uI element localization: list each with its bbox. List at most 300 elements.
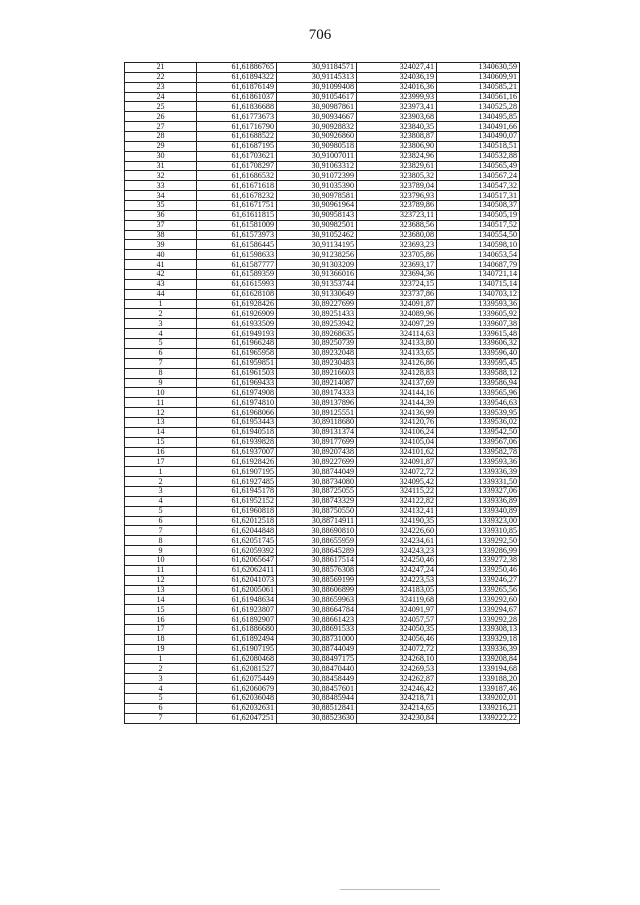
longitude-cell: 30,89207438 xyxy=(277,447,357,457)
x-coordinate-cell: 323789,04 xyxy=(357,181,437,191)
table-row xyxy=(125,161,520,171)
latitude-cell: 61,62065647 xyxy=(197,555,277,565)
latitude-cell: 61,61953443 xyxy=(197,417,277,427)
longitude-cell: 30,90982501 xyxy=(277,220,357,230)
latitude-cell: 61,61907195 xyxy=(197,644,277,654)
table-row xyxy=(125,201,520,211)
x-coordinate-cell: 324144,39 xyxy=(357,398,437,408)
table-row xyxy=(125,220,520,230)
point-number-cell: 16 xyxy=(125,615,197,625)
point-number-cell: 13 xyxy=(125,417,197,427)
point-number-cell: 15 xyxy=(125,437,197,447)
table-row xyxy=(125,141,520,151)
y-coordinate-cell: 1340547,32 xyxy=(437,181,520,191)
latitude-cell: 61,61678232 xyxy=(197,191,277,201)
table-row xyxy=(125,270,520,280)
table-row xyxy=(125,171,520,181)
point-number-cell: 17 xyxy=(125,457,197,467)
longitude-cell: 30,88617514 xyxy=(277,555,357,565)
longitude-cell: 30,88725055 xyxy=(277,486,357,496)
latitude-cell: 61,61965958 xyxy=(197,348,277,358)
longitude-cell: 30,90978581 xyxy=(277,191,357,201)
point-number-cell: 4 xyxy=(125,496,197,506)
y-coordinate-cell: 1339329,18 xyxy=(437,634,520,644)
point-number-cell: 5 xyxy=(125,339,197,349)
x-coordinate-cell: 323824,96 xyxy=(357,151,437,161)
latitude-cell: 61,62059392 xyxy=(197,546,277,556)
y-coordinate-cell: 1340630,59 xyxy=(437,63,520,73)
table-row xyxy=(125,151,520,161)
table-row xyxy=(125,319,520,329)
longitude-cell: 30,88497175 xyxy=(277,654,357,664)
y-coordinate-cell: 1339250,46 xyxy=(437,565,520,575)
x-coordinate-cell: 324072,72 xyxy=(357,467,437,477)
point-number-cell: 3 xyxy=(125,486,197,496)
point-number-cell: 18 xyxy=(125,634,197,644)
y-coordinate-cell: 1339536,02 xyxy=(437,417,520,427)
x-coordinate-cell: 324036,19 xyxy=(357,72,437,82)
x-coordinate-cell: 324133,80 xyxy=(357,339,437,349)
table-row xyxy=(125,585,520,595)
longitude-cell: 30,91353744 xyxy=(277,279,357,289)
longitude-cell: 30,91063312 xyxy=(277,161,357,171)
latitude-cell: 61,61894322 xyxy=(197,72,277,82)
longitude-cell: 30,88734080 xyxy=(277,477,357,487)
x-coordinate-cell: 323806,90 xyxy=(357,141,437,151)
y-coordinate-cell: 1340715,14 xyxy=(437,279,520,289)
longitude-cell: 30,89216603 xyxy=(277,368,357,378)
x-coordinate-cell: 324269,53 xyxy=(357,664,437,674)
y-coordinate-cell: 1339605,92 xyxy=(437,309,520,319)
longitude-cell: 30,91238256 xyxy=(277,250,357,260)
y-coordinate-cell: 1339586,94 xyxy=(437,378,520,388)
point-number-cell: 8 xyxy=(125,368,197,378)
table-row xyxy=(125,575,520,585)
latitude-cell: 61,62012518 xyxy=(197,516,277,526)
x-coordinate-cell: 324230,84 xyxy=(357,713,437,723)
y-coordinate-cell: 1339336,39 xyxy=(437,467,520,477)
y-coordinate-cell: 1340518,51 xyxy=(437,141,520,151)
x-coordinate-cell: 324246,42 xyxy=(357,684,437,694)
point-number-cell: 30 xyxy=(125,151,197,161)
latitude-cell: 61,61933509 xyxy=(197,319,277,329)
latitude-cell: 61,61876149 xyxy=(197,82,277,92)
latitude-cell: 61,62041073 xyxy=(197,575,277,585)
x-coordinate-cell: 324247,24 xyxy=(357,565,437,575)
y-coordinate-cell: 1339542,50 xyxy=(437,427,520,437)
x-coordinate-cell: 323796,93 xyxy=(357,191,437,201)
latitude-cell: 61,62080468 xyxy=(197,654,277,664)
longitude-cell: 30,91330649 xyxy=(277,289,357,299)
point-number-cell: 1 xyxy=(125,654,197,664)
point-number-cell: 16 xyxy=(125,447,197,457)
y-coordinate-cell: 1339327,06 xyxy=(437,486,520,496)
x-coordinate-cell: 324136,99 xyxy=(357,408,437,418)
table-row xyxy=(125,565,520,575)
longitude-cell: 30,89227699 xyxy=(277,299,357,309)
x-coordinate-cell: 324234,61 xyxy=(357,536,437,546)
x-coordinate-cell: 323705,86 xyxy=(357,250,437,260)
longitude-cell: 30,89131374 xyxy=(277,427,357,437)
longitude-cell: 30,89268635 xyxy=(277,329,357,339)
table-row xyxy=(125,279,520,289)
latitude-cell: 61,61969433 xyxy=(197,378,277,388)
longitude-cell: 30,88744049 xyxy=(277,644,357,654)
table-row xyxy=(125,210,520,220)
latitude-cell: 61,61586445 xyxy=(197,240,277,250)
x-coordinate-cell: 324262,87 xyxy=(357,674,437,684)
point-number-cell: 40 xyxy=(125,250,197,260)
latitude-cell: 61,61861037 xyxy=(197,92,277,102)
longitude-cell: 30,89125551 xyxy=(277,408,357,418)
y-coordinate-cell: 1339272,38 xyxy=(437,555,520,565)
point-number-cell: 12 xyxy=(125,408,197,418)
longitude-cell: 30,91145313 xyxy=(277,72,357,82)
table-row xyxy=(125,339,520,349)
point-number-cell: 36 xyxy=(125,210,197,220)
latitude-cell: 61,61886680 xyxy=(197,624,277,634)
point-number-cell: 6 xyxy=(125,516,197,526)
y-coordinate-cell: 1339265,56 xyxy=(437,585,520,595)
y-coordinate-cell: 1339188,20 xyxy=(437,674,520,684)
point-number-cell: 10 xyxy=(125,555,197,565)
longitude-cell: 30,89250739 xyxy=(277,339,357,349)
table-row xyxy=(125,388,520,398)
longitude-cell: 30,88664784 xyxy=(277,605,357,615)
latitude-cell: 61,61573973 xyxy=(197,230,277,240)
table-row xyxy=(125,417,520,427)
x-coordinate-cell: 324120,76 xyxy=(357,417,437,427)
point-number-cell: 8 xyxy=(125,536,197,546)
point-number-cell: 7 xyxy=(125,713,197,723)
longitude-cell: 30,89227699 xyxy=(277,457,357,467)
x-coordinate-cell: 324056,46 xyxy=(357,634,437,644)
x-coordinate-cell: 324183,05 xyxy=(357,585,437,595)
x-coordinate-cell: 323999,93 xyxy=(357,92,437,102)
table-row xyxy=(125,398,520,408)
table-row xyxy=(125,644,520,654)
x-coordinate-cell: 323805,32 xyxy=(357,171,437,181)
table-row xyxy=(125,457,520,467)
longitude-cell: 30,90958143 xyxy=(277,210,357,220)
latitude-cell: 61,61773673 xyxy=(197,112,277,122)
latitude-cell: 61,61927485 xyxy=(197,477,277,487)
point-number-cell: 5 xyxy=(125,506,197,516)
table-row xyxy=(125,427,520,437)
table-row xyxy=(125,546,520,556)
point-number-cell: 34 xyxy=(125,191,197,201)
longitude-cell: 30,88645289 xyxy=(277,546,357,556)
y-coordinate-cell: 1339308,13 xyxy=(437,624,520,634)
x-coordinate-cell: 323693,17 xyxy=(357,260,437,270)
longitude-cell: 30,88655959 xyxy=(277,536,357,546)
y-coordinate-cell: 1340532,88 xyxy=(437,151,520,161)
y-coordinate-cell: 1340567,24 xyxy=(437,171,520,181)
latitude-cell: 61,61928426 xyxy=(197,457,277,467)
point-number-cell: 43 xyxy=(125,279,197,289)
x-coordinate-cell: 324050,35 xyxy=(357,624,437,634)
y-coordinate-cell: 1340653,54 xyxy=(437,250,520,260)
point-number-cell: 2 xyxy=(125,664,197,674)
table-row xyxy=(125,92,520,102)
latitude-cell: 61,62051745 xyxy=(197,536,277,546)
point-number-cell: 44 xyxy=(125,289,197,299)
longitude-cell: 30,88485944 xyxy=(277,694,357,704)
latitude-cell: 61,62081527 xyxy=(197,664,277,674)
longitude-cell: 30,89251433 xyxy=(277,309,357,319)
longitude-cell: 30,89230483 xyxy=(277,358,357,368)
longitude-cell: 30,91035390 xyxy=(277,181,357,191)
y-coordinate-cell: 1340554,50 xyxy=(437,230,520,240)
table-row xyxy=(125,102,520,112)
point-number-cell: 42 xyxy=(125,270,197,280)
y-coordinate-cell: 1339292,28 xyxy=(437,615,520,625)
point-number-cell: 28 xyxy=(125,132,197,142)
latitude-cell: 61,61687195 xyxy=(197,141,277,151)
point-number-cell: 38 xyxy=(125,230,197,240)
y-coordinate-cell: 1339310,85 xyxy=(437,526,520,536)
y-coordinate-cell: 1340609,91 xyxy=(437,72,520,82)
table-row xyxy=(125,694,520,704)
longitude-cell: 30,91072399 xyxy=(277,171,357,181)
table-row xyxy=(125,299,520,309)
table-row xyxy=(125,664,520,674)
point-number-cell: 27 xyxy=(125,122,197,132)
table-row xyxy=(125,329,520,339)
point-number-cell: 2 xyxy=(125,309,197,319)
point-number-cell: 14 xyxy=(125,427,197,437)
y-coordinate-cell: 1339216,21 xyxy=(437,703,520,713)
longitude-cell: 30,88606899 xyxy=(277,585,357,595)
y-coordinate-cell: 1339336,39 xyxy=(437,644,520,654)
point-number-cell: 11 xyxy=(125,398,197,408)
longitude-cell: 30,91099408 xyxy=(277,82,357,92)
table-row xyxy=(125,408,520,418)
x-coordinate-cell: 324268,10 xyxy=(357,654,437,664)
point-number-cell: 31 xyxy=(125,161,197,171)
x-coordinate-cell: 324091,87 xyxy=(357,457,437,467)
x-coordinate-cell: 324190,35 xyxy=(357,516,437,526)
y-coordinate-cell: 1339546,63 xyxy=(437,398,520,408)
latitude-cell: 61,61686532 xyxy=(197,171,277,181)
y-coordinate-cell: 1339539,95 xyxy=(437,408,520,418)
x-coordinate-cell: 324091,97 xyxy=(357,605,437,615)
y-coordinate-cell: 1340585,21 xyxy=(437,82,520,92)
x-coordinate-cell: 323680,08 xyxy=(357,230,437,240)
x-coordinate-cell: 324114,63 xyxy=(357,329,437,339)
y-coordinate-cell: 1340490,07 xyxy=(437,132,520,142)
table-row xyxy=(125,526,520,536)
y-coordinate-cell: 1339208,84 xyxy=(437,654,520,664)
x-coordinate-cell: 323808,87 xyxy=(357,132,437,142)
x-coordinate-cell: 324243,23 xyxy=(357,546,437,556)
point-number-cell: 17 xyxy=(125,624,197,634)
point-number-cell: 9 xyxy=(125,378,197,388)
longitude-cell: 30,89177699 xyxy=(277,437,357,447)
point-number-cell: 15 xyxy=(125,605,197,615)
point-number-cell: 29 xyxy=(125,141,197,151)
longitude-cell: 30,88569199 xyxy=(277,575,357,585)
latitude-cell: 61,62062411 xyxy=(197,565,277,575)
longitude-cell: 30,88744049 xyxy=(277,467,357,477)
point-number-cell: 19 xyxy=(125,644,197,654)
y-coordinate-cell: 1339607,38 xyxy=(437,319,520,329)
y-coordinate-cell: 1340517,31 xyxy=(437,191,520,201)
point-number-cell: 21 xyxy=(125,63,197,73)
latitude-cell: 61,61926909 xyxy=(197,309,277,319)
table-row xyxy=(125,348,520,358)
point-number-cell: 25 xyxy=(125,102,197,112)
y-coordinate-cell: 1339246,27 xyxy=(437,575,520,585)
point-number-cell: 10 xyxy=(125,388,197,398)
longitude-cell: 30,88731000 xyxy=(277,634,357,644)
y-coordinate-cell: 1339222,22 xyxy=(437,713,520,723)
latitude-cell: 61,61974810 xyxy=(197,398,277,408)
table-row xyxy=(125,309,520,319)
point-number-cell: 6 xyxy=(125,703,197,713)
y-coordinate-cell: 1340491,66 xyxy=(437,122,520,132)
y-coordinate-cell: 1340505,19 xyxy=(437,210,520,220)
y-coordinate-cell: 1339194,68 xyxy=(437,664,520,674)
table-row xyxy=(125,181,520,191)
table-row xyxy=(125,467,520,477)
x-coordinate-cell: 323737,86 xyxy=(357,289,437,299)
x-coordinate-cell: 323903,68 xyxy=(357,112,437,122)
longitude-cell: 30,91184571 xyxy=(277,63,357,73)
point-number-cell: 7 xyxy=(125,526,197,536)
longitude-cell: 30,89174333 xyxy=(277,388,357,398)
y-coordinate-cell: 1340525,28 xyxy=(437,102,520,112)
latitude-cell: 61,61716790 xyxy=(197,122,277,132)
latitude-cell: 61,61974908 xyxy=(197,388,277,398)
x-coordinate-cell: 324089,96 xyxy=(357,309,437,319)
table-row xyxy=(125,684,520,694)
x-coordinate-cell: 324091,87 xyxy=(357,299,437,309)
x-coordinate-cell: 324122,82 xyxy=(357,496,437,506)
latitude-cell: 61,62036048 xyxy=(197,694,277,704)
longitude-cell: 30,88576308 xyxy=(277,565,357,575)
x-coordinate-cell: 324133,65 xyxy=(357,348,437,358)
latitude-cell: 61,61598633 xyxy=(197,250,277,260)
point-number-cell: 5 xyxy=(125,694,197,704)
point-number-cell: 39 xyxy=(125,240,197,250)
table-row xyxy=(125,496,520,506)
y-coordinate-cell: 1340687,79 xyxy=(437,260,520,270)
longitude-cell: 30,89253942 xyxy=(277,319,357,329)
table-row xyxy=(125,112,520,122)
table-row xyxy=(125,289,520,299)
y-coordinate-cell: 1339292,60 xyxy=(437,595,520,605)
point-number-cell: 6 xyxy=(125,348,197,358)
y-coordinate-cell: 1340721,14 xyxy=(437,270,520,280)
x-coordinate-cell: 323973,41 xyxy=(357,102,437,112)
y-coordinate-cell: 1340703,12 xyxy=(437,289,520,299)
x-coordinate-cell: 324027,41 xyxy=(357,63,437,73)
y-coordinate-cell: 1339340,89 xyxy=(437,506,520,516)
table-row xyxy=(125,624,520,634)
table-row xyxy=(125,368,520,378)
latitude-cell: 61,61937007 xyxy=(197,447,277,457)
y-coordinate-cell: 1339588,12 xyxy=(437,368,520,378)
longitude-cell: 30,91054617 xyxy=(277,92,357,102)
latitude-cell: 61,62060679 xyxy=(197,684,277,694)
longitude-cell: 30,91052462 xyxy=(277,230,357,240)
latitude-cell: 61,61886765 xyxy=(197,63,277,73)
longitude-cell: 30,88750550 xyxy=(277,506,357,516)
point-number-cell: 26 xyxy=(125,112,197,122)
table-row xyxy=(125,555,520,565)
latitude-cell: 61,61708297 xyxy=(197,161,277,171)
point-number-cell: 41 xyxy=(125,260,197,270)
y-coordinate-cell: 1339323,00 xyxy=(437,516,520,526)
latitude-cell: 61,61587777 xyxy=(197,260,277,270)
table-row xyxy=(125,191,520,201)
longitude-cell: 30,88457601 xyxy=(277,684,357,694)
point-number-cell: 9 xyxy=(125,546,197,556)
coordinates-table-body xyxy=(125,63,520,724)
y-coordinate-cell: 1339336,89 xyxy=(437,496,520,506)
longitude-cell: 30,90934667 xyxy=(277,112,357,122)
latitude-cell: 61,61611815 xyxy=(197,210,277,220)
table-row xyxy=(125,654,520,664)
table-row xyxy=(125,516,520,526)
x-coordinate-cell: 324128,83 xyxy=(357,368,437,378)
point-number-cell: 1 xyxy=(125,299,197,309)
x-coordinate-cell: 324106,24 xyxy=(357,427,437,437)
x-coordinate-cell: 324105,04 xyxy=(357,437,437,447)
longitude-cell: 30,88690810 xyxy=(277,526,357,536)
x-coordinate-cell: 324097,29 xyxy=(357,319,437,329)
x-coordinate-cell: 324218,71 xyxy=(357,694,437,704)
longitude-cell: 30,90928832 xyxy=(277,122,357,132)
table-row xyxy=(125,674,520,684)
table-row xyxy=(125,703,520,713)
latitude-cell: 61,61892907 xyxy=(197,615,277,625)
table-row xyxy=(125,132,520,142)
x-coordinate-cell: 324144,16 xyxy=(357,388,437,398)
x-coordinate-cell: 323840,35 xyxy=(357,122,437,132)
y-coordinate-cell: 1340508,37 xyxy=(437,201,520,211)
x-coordinate-cell: 324057,57 xyxy=(357,615,437,625)
point-number-cell: 24 xyxy=(125,92,197,102)
table-row xyxy=(125,260,520,270)
y-coordinate-cell: 1339292,50 xyxy=(437,536,520,546)
y-coordinate-cell: 1339294,67 xyxy=(437,605,520,615)
latitude-cell: 61,61966248 xyxy=(197,339,277,349)
table-row xyxy=(125,713,520,723)
latitude-cell: 61,61961503 xyxy=(197,368,277,378)
latitude-cell: 61,62047251 xyxy=(197,713,277,723)
x-coordinate-cell: 324137,69 xyxy=(357,378,437,388)
x-coordinate-cell: 324126,86 xyxy=(357,358,437,368)
y-coordinate-cell: 1339595,45 xyxy=(437,358,520,368)
longitude-cell: 30,89137896 xyxy=(277,398,357,408)
x-coordinate-cell: 324101,62 xyxy=(357,447,437,457)
latitude-cell: 61,62075449 xyxy=(197,674,277,684)
point-number-cell: 11 xyxy=(125,565,197,575)
longitude-cell: 30,88512841 xyxy=(277,703,357,713)
longitude-cell: 30,88523630 xyxy=(277,713,357,723)
x-coordinate-cell: 324016,36 xyxy=(357,82,437,92)
longitude-cell: 30,88691533 xyxy=(277,624,357,634)
x-coordinate-cell: 323693,23 xyxy=(357,240,437,250)
table-row xyxy=(125,605,520,615)
longitude-cell: 30,88661423 xyxy=(277,615,357,625)
y-coordinate-cell: 1340561,16 xyxy=(437,92,520,102)
table-row xyxy=(125,358,520,368)
y-coordinate-cell: 1340517,52 xyxy=(437,220,520,230)
point-number-cell: 3 xyxy=(125,674,197,684)
